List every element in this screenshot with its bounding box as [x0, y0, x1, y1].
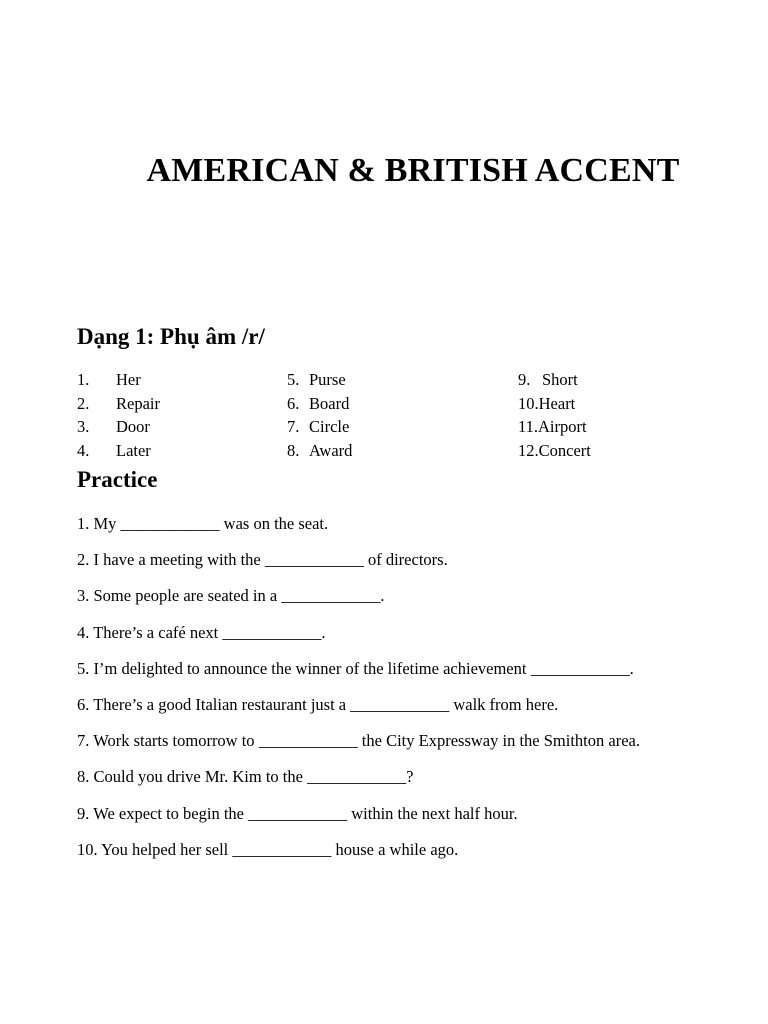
word-column-3 — [518, 368, 591, 462]
practice-sentence: 10. You helped her sell ____________ house a while ago. — [77, 839, 459, 859]
word-item — [287, 415, 352, 439]
word-text: Board — [309, 393, 350, 413]
word-item — [518, 439, 591, 463]
word-text: Door — [116, 417, 150, 436]
word-item — [77, 368, 160, 392]
page-title: AMERICAN & BRITISH ACCENT — [146, 152, 680, 189]
word-item — [77, 439, 160, 463]
word-text: Repair — [116, 393, 160, 413]
practice-sentence: 3. Some people are seated in a ____________. — [77, 586, 385, 606]
practice-heading: Practice — [77, 467, 158, 492]
practice-sentence: 4. There’s a café next ____________. — [77, 622, 326, 642]
word-item — [77, 415, 160, 439]
section-heading-consonant-r: Dạng 1: Phụ âm /r/ — [77, 324, 265, 349]
practice-sentence-list — [77, 512, 757, 874]
word-number: 5. — [287, 370, 300, 389]
practice-sentence: 5. I’m delighted to announce the winner of the lifetime achievement ____________. — [77, 658, 634, 678]
word-number: 12. — [518, 440, 539, 460]
word-number: 10. — [518, 393, 539, 413]
word-column-1 — [77, 368, 160, 462]
word-text: Airport — [538, 417, 587, 436]
word-text: Later — [116, 440, 151, 460]
word-text: Short — [542, 370, 578, 389]
practice-sentence: 1. My ____________ was on the seat. — [77, 514, 329, 533]
word-number: 11. — [518, 417, 539, 436]
word-number: 7. — [287, 417, 300, 436]
practice-sentence: 8. Could you drive Mr. Kim to the ____________? — [77, 767, 414, 787]
word-number: 9. — [518, 370, 531, 389]
word-text: Circle — [309, 417, 350, 436]
word-number: 3. — [77, 417, 90, 436]
word-item — [77, 392, 160, 416]
word-column-2 — [287, 368, 352, 462]
word-item — [287, 368, 352, 392]
word-number: 8. — [287, 440, 300, 460]
practice-sentence: 2. I have a meeting with the ____________ of directors. — [77, 550, 448, 570]
word-item — [518, 392, 591, 416]
word-number: 2. — [77, 393, 90, 413]
word-list — [0, 368, 768, 464]
word-text: Heart — [538, 393, 576, 413]
practice-sentence: 7. Work starts tomorrow to ____________ the City Expressway in the Smithton area. — [77, 731, 640, 751]
word-item — [287, 439, 352, 463]
word-text: Purse — [309, 370, 346, 389]
word-text: Her — [116, 370, 141, 389]
word-item — [518, 368, 591, 392]
word-number: 6. — [287, 393, 300, 413]
word-item — [518, 415, 591, 439]
word-text: Concert — [538, 440, 591, 460]
word-number: 1. — [77, 370, 90, 389]
word-item — [287, 392, 352, 416]
word-text: Award — [309, 440, 353, 460]
practice-sentence: 6. There’s a good Italian restaurant just a ____________ walk from here. — [77, 694, 559, 714]
practice-sentence: 9. We expect to begin the ____________ within the next half hour. — [77, 803, 518, 823]
word-number: 4. — [77, 440, 90, 460]
